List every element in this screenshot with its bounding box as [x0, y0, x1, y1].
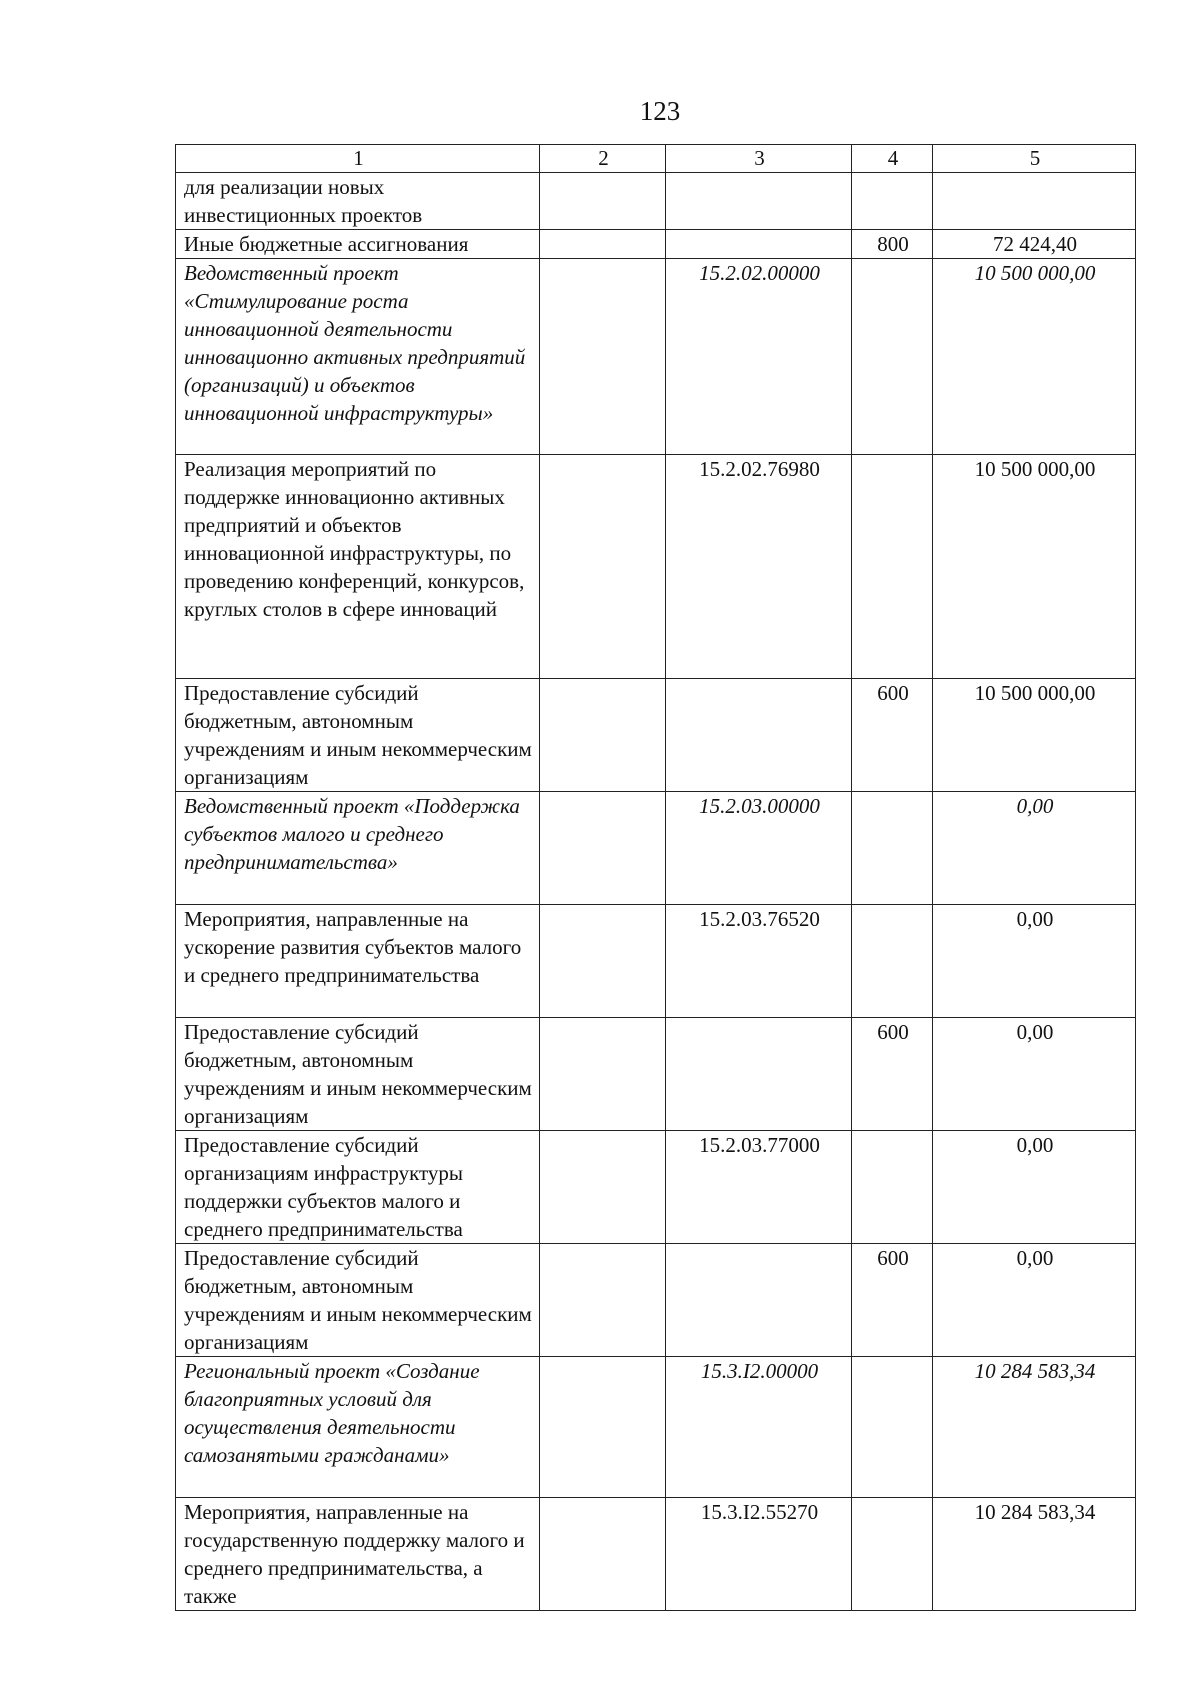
row-name: Предоставление субсидий организациям инфраструктуры поддержки субъектов малого и среднего предпринимательства [176, 1131, 540, 1244]
table-row [176, 1018, 1136, 1131]
row-code [666, 230, 852, 259]
row-name: Региональный проект «Создание благоприятных условий для осуществления деятельности самозанятыми гражданами» [176, 1357, 540, 1498]
row-col2 [540, 792, 666, 905]
table-row [176, 1498, 1136, 1611]
row-col2 [540, 259, 666, 455]
row-amount: 0,00 [933, 1018, 1136, 1131]
row-name: Иные бюджетные ассигнования [176, 230, 540, 259]
row-amount: 10 500 000,00 [933, 259, 1136, 455]
table-row [176, 792, 1136, 905]
column-header-3: 3 [666, 145, 852, 173]
row-amount: 10 500 000,00 [933, 679, 1136, 792]
row-code: 15.3.I2.55270 [666, 1498, 852, 1611]
table-row [176, 173, 1136, 230]
row-name: Реализация мероприятий по поддержке инновационно активных предприятий и объектов инновационной инфраструктуры, по проведению конференций, конкурсов, круглых столов в сфере инноваций [176, 455, 540, 679]
row-amount: 0,00 [933, 1131, 1136, 1244]
table-row [176, 679, 1136, 792]
row-type [852, 1357, 933, 1498]
table-row [176, 230, 1136, 259]
row-code: 15.2.02.00000 [666, 259, 852, 455]
table-row [176, 259, 1136, 455]
row-code: 15.3.I2.00000 [666, 1357, 852, 1498]
row-amount: 0,00 [933, 792, 1136, 905]
row-name: Ведомственный проект «Поддержка субъектов малого и среднего предпринимательства» [176, 792, 540, 905]
row-type: 600 [852, 1018, 933, 1131]
row-type: 600 [852, 1244, 933, 1357]
table-row [176, 1244, 1136, 1357]
row-name: Предоставление субсидий бюджетным, автономным учреждениям и иным некоммерческим организациям [176, 679, 540, 792]
row-name: Предоставление субсидий бюджетным, автономным учреждениям и иным некоммерческим организациям [176, 1244, 540, 1357]
row-name: Ведомственный проект «Стимулирование роста инновационной деятельности инновационно активных предприятий (организаций) и объектов инновационной инфраструктуры» [176, 259, 540, 455]
row-type [852, 173, 933, 230]
row-code: 15.2.03.77000 [666, 1131, 852, 1244]
row-col2 [540, 455, 666, 679]
row-name: для реализации новых инвестиционных проектов [176, 173, 540, 230]
table-row [176, 905, 1136, 1018]
row-type [852, 1498, 933, 1611]
table-body [176, 173, 1136, 1611]
row-name: Мероприятия, направленные на государственную поддержку малого и среднего предпринимательства, а также [176, 1498, 540, 1611]
column-header-1: 1 [176, 145, 540, 173]
row-code: 15.2.03.76520 [666, 905, 852, 1018]
table-header-row [176, 145, 1136, 173]
row-code [666, 1018, 852, 1131]
row-amount: 10 284 583,34 [933, 1357, 1136, 1498]
row-type [852, 259, 933, 455]
row-amount [933, 173, 1136, 230]
row-type [852, 455, 933, 679]
row-amount: 72 424,40 [933, 230, 1136, 259]
table-row [176, 455, 1136, 679]
row-code [666, 1244, 852, 1357]
row-amount: 10 500 000,00 [933, 455, 1136, 679]
column-header-4: 4 [852, 145, 933, 173]
row-name: Мероприятия, направленные на ускорение развития субъектов малого и среднего предпринимательства [176, 905, 540, 1018]
column-header-2: 2 [540, 145, 666, 173]
row-col2 [540, 679, 666, 792]
row-type: 800 [852, 230, 933, 259]
page-number: 123 [639, 96, 681, 126]
row-code [666, 679, 852, 792]
row-col2 [540, 173, 666, 230]
row-code [666, 173, 852, 230]
table-row [176, 1357, 1136, 1498]
row-col2 [540, 1244, 666, 1357]
row-type [852, 1131, 933, 1244]
table-row [176, 1131, 1136, 1244]
row-amount: 0,00 [933, 1244, 1136, 1357]
row-code: 15.2.03.00000 [666, 792, 852, 905]
row-col2 [540, 230, 666, 259]
row-name: Предоставление субсидий бюджетным, автономным учреждениям и иным некоммерческим организациям [176, 1018, 540, 1131]
budget-table [175, 144, 1136, 1611]
row-type [852, 792, 933, 905]
row-amount: 0,00 [933, 905, 1136, 1018]
column-header-5: 5 [933, 145, 1136, 173]
row-type [852, 905, 933, 1018]
row-col2 [540, 1498, 666, 1611]
row-col2 [540, 905, 666, 1018]
row-col2 [540, 1131, 666, 1244]
row-amount: 10 284 583,34 [933, 1498, 1136, 1611]
row-code: 15.2.02.76980 [666, 455, 852, 679]
row-type: 600 [852, 679, 933, 792]
row-col2 [540, 1018, 666, 1131]
row-col2 [540, 1357, 666, 1498]
